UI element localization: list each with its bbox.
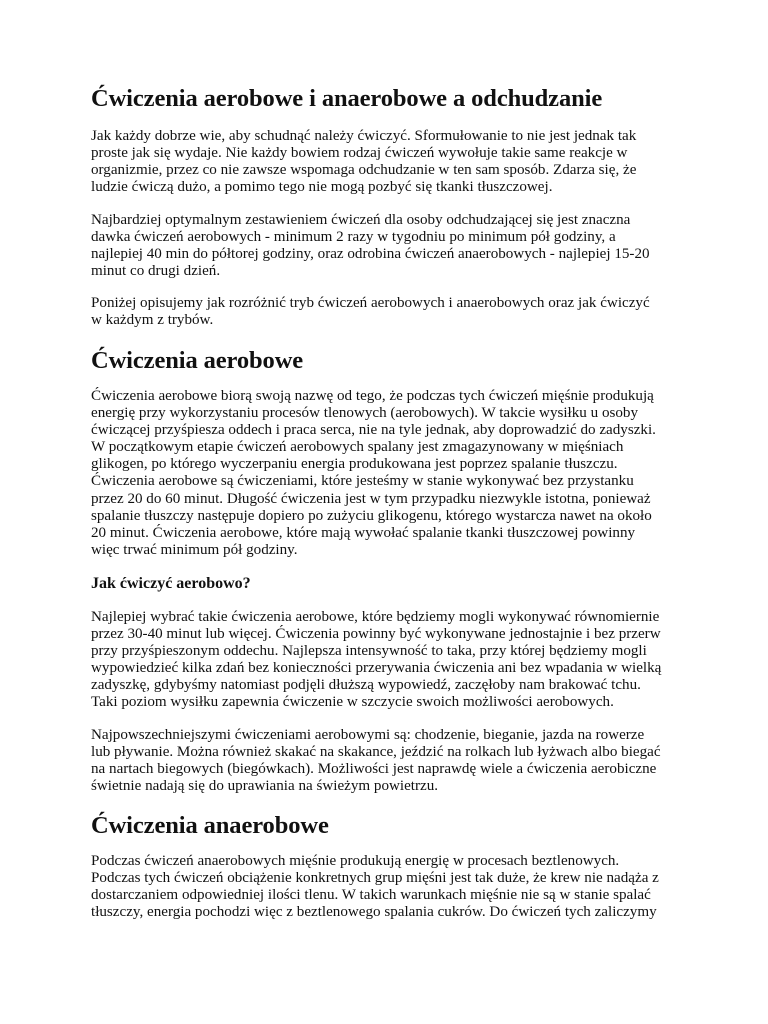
text-line: organizmie, przez co nie zawsze wspomaga odchudzanie w ten sam sposób. Zdarza się, że: [91, 162, 637, 179]
text-line: zadyszkę, gdybyśmy natomiast podjęli dłuższą wypowiedź, zaczęłoby nam brakować tchu.: [91, 677, 641, 694]
text-line: lub pływanie. Można również skakać na skakance, jeździć na rolkach lub łyżwach albo biegać: [91, 744, 661, 761]
text-line: Najbardziej optymalnym zestawieniem ćwiczeń dla osoby odchudzającej się jest znaczna: [91, 212, 631, 228]
popular-exercises-paragraph: [91, 727, 661, 795]
text-line: na nartach biegowych (biegówkach). Możliwości jest naprawdę wiele a ćwiczenia aerobiczne: [91, 761, 657, 778]
aerobic-paragraph: [91, 388, 656, 559]
text-line: przez 30-40 minut lub więcej. Ćwiczenia powinny być wykonywane jednostajnie i bez przerw: [91, 626, 661, 643]
text-line: Podczas ćwiczeń anaerobowych mięśnie produkują energię w procesach beztlenowych.: [91, 853, 620, 869]
text-line: proste jak się wydaje. Nie każdy bowiem rodzaj ćwiczeń wywołuje takie same reakcje w: [91, 145, 628, 162]
how-paragraph: [91, 609, 661, 712]
text-line: najlepiej 40 min do półtorej godziny, oraz odrobina ćwiczeń anaerobowych - najlepiej 15-20: [91, 246, 650, 263]
aerobic-heading: Ćwiczenia aerobowe: [91, 347, 304, 374]
text-line: ćwiczącej przyśpiesza oddech i praca serca, nie na tyle jednak, aby doprowadzić do zadyszki.: [91, 422, 656, 439]
text-line: ludzie ćwiczą dużo, a pomimo tego nie mogą pozbyć się tkanki tłuszczowej.: [91, 179, 553, 196]
below-paragraph: [91, 295, 650, 329]
text-line: glikogen, po którego wyczerpaniu energia produkowana jest poprzez spalanie tłuszczu.: [91, 456, 618, 473]
text-line: spalanie tłuszczy następuje dopiero po zużyciu glikogenu, którego wystarcza nawet na około: [91, 507, 652, 524]
text-line: Ćwiczenia aerobowe biorą swoją nazwę od tego, że podczas tych ćwiczeń mięśnie produkują: [91, 388, 654, 404]
text-line: Ćwiczenia aerobowe są ćwiczeniami, które jesteśmy w stanie wykonywać bez przystanku: [91, 473, 634, 490]
text-line: Najlepiej wybrać takie ćwiczenia aerobowe, które będziemy mogli wykonywać równomiernie: [91, 609, 660, 625]
text-line: przez 20 do 60 minut. Długość ćwiczenia jest w tym przypadku niezwykle istotna, ponieważ: [91, 490, 651, 507]
text-line: wypowiedzieć kilka zdań bez konieczności przerywania ćwiczenia ani bez wpadania w wielką: [91, 660, 662, 677]
intro-paragraph: [91, 128, 636, 196]
text-line: tłuszczy, energia pochodzi więc z beztlenowego spalania cukrów. Do ćwiczeń tych zaliczymy: [91, 904, 657, 921]
how-to-exercise-heading: Jak ćwiczyć aerobowo?: [91, 575, 251, 592]
text-line: Poniżej opisujemy jak rozróżnić tryb ćwiczeń aerobowych i anaerobowych oraz jak ćwiczyć: [91, 295, 650, 311]
text-line: Podczas tych ćwiczeń obciążenie konkretnych grup mięśni jest tak duże, że krew nie nadąża z: [91, 870, 659, 887]
document-title: Ćwiczenia aerobowe i anaerobowe a odchudzanie: [91, 85, 603, 112]
anaerobic-paragraph: [91, 853, 659, 921]
text-line: W początkowym etapie ćwiczeń aerobowych spalany jest zmagazynowany w mięśniach: [91, 439, 624, 456]
anaerobic-heading: Ćwiczenia anaerobowe: [91, 812, 329, 839]
text-line: Jak każdy dobrze wie, aby schudnąć należy ćwiczyć. Sformułowanie to nie jest jednak tak: [91, 128, 637, 144]
optimal-paragraph: [91, 212, 650, 280]
text-line: świetnie nadają się do uprawiania na świeżym powietrzu.: [91, 778, 439, 795]
text-line: minut co drugi dzień.: [91, 263, 221, 280]
text-line: więc trwać minimum pół godziny.: [91, 541, 298, 558]
text-line: Najpowszechniejszymi ćwiczeniami aerobowymi są: chodzenie, bieganie, jazda na rowerze: [91, 727, 645, 743]
text-line: dawka ćwiczeń aerobowych - minimum 2 razy w tygodniu po minimum pół godziny, a: [91, 229, 616, 246]
text-line: 20 minut. Ćwiczenia aerobowe, które mają wywołać spalanie tkanki tłuszczowej powinny: [91, 524, 636, 541]
text-line: Taki poziom wysiłku zapewnia ćwiczenie w szczycie swoich możliwości aerobowych.: [91, 694, 614, 711]
text-line: w każdym z trybów.: [91, 312, 214, 329]
text-line: energię przy wykorzystaniu procesów tlenowych (aerobowych). W takcie wysiłku u osoby: [91, 405, 639, 422]
text-line: przy przyśpieszonym oddechu. Najlepsza intensywność to taka, przy której będziemy mogli: [91, 643, 647, 660]
text-line: dostarczaniem odpowiedniej ilości tlenu. W takich warunkach mięśnie nie są w stanie spalać: [91, 887, 651, 904]
